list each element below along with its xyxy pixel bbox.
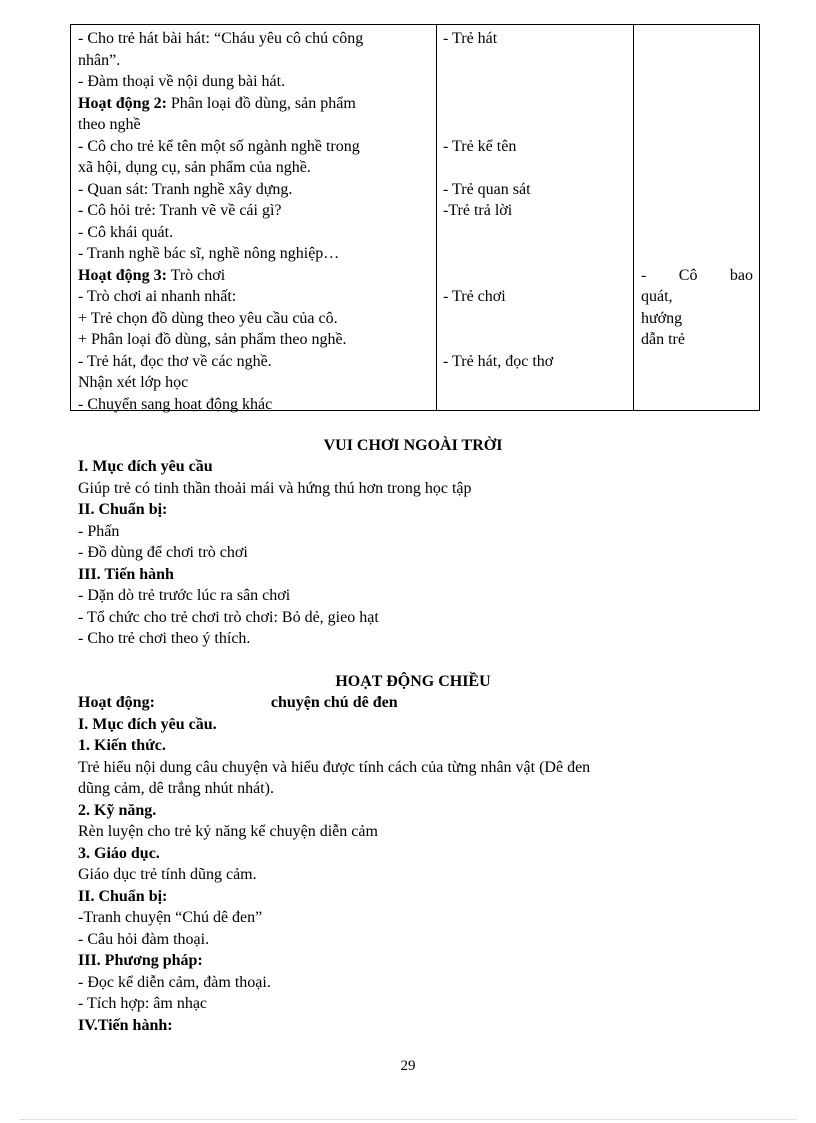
table-line bbox=[443, 372, 628, 394]
line-text: + Trẻ chọn đồ dùng theo yêu cầu của cô. bbox=[78, 309, 338, 327]
table-line bbox=[78, 28, 436, 50]
table-line bbox=[443, 222, 628, 244]
table-line bbox=[78, 200, 436, 222]
activity-label: Hoạt động: bbox=[78, 694, 155, 711]
table-divider bbox=[633, 25, 634, 410]
line-text: - Trò chơi ai nhanh nhất: bbox=[78, 288, 237, 305]
table-line bbox=[78, 50, 436, 72]
table-line bbox=[443, 265, 628, 287]
line-text: - Chuyển sang hoạt động khác bbox=[78, 395, 273, 413]
heading: III. Tiến hành bbox=[78, 565, 174, 583]
paragraph: Rèn luyện cho trẻ kỷ năng kể chuyện diễn cảm bbox=[78, 823, 378, 840]
table-line bbox=[78, 243, 436, 265]
heading: III. Phương pháp: bbox=[78, 952, 203, 969]
table-line bbox=[78, 351, 436, 373]
list-item: - Tổ chức cho trẻ chơi trò chơi: Bỏ dẻ, gieo hạt bbox=[78, 608, 379, 626]
note-column bbox=[641, 265, 753, 351]
list-item: - Tích hợp: âm nhạc bbox=[78, 995, 208, 1012]
table-line bbox=[443, 50, 628, 72]
note-line: hướng bbox=[641, 309, 683, 327]
table-line: - Trẻ hát bbox=[443, 30, 498, 47]
table-line bbox=[78, 157, 436, 179]
afternoon-section bbox=[78, 692, 748, 1036]
line-text: - Tranh nghề bác sĩ, nghề nông nghiệp… bbox=[78, 245, 340, 262]
table-line bbox=[443, 157, 628, 179]
heading: I. Mục đích yêu cầu bbox=[78, 458, 213, 475]
table-line bbox=[443, 329, 628, 351]
table-line bbox=[78, 71, 436, 93]
note-line: dẫn trẻ bbox=[641, 331, 685, 348]
line-text: + Phân loại đồ dùng, sản phẩm theo nghề. bbox=[78, 331, 347, 348]
table-line bbox=[443, 243, 628, 265]
line-text: - Cho trẻ hát bài hát: “Cháu yêu cô chú công bbox=[78, 30, 364, 47]
line-text: - Cô hỏi trẻ: Tranh vẽ về cái gì? bbox=[78, 202, 282, 219]
line-text: - Cô khái quát. bbox=[78, 223, 174, 241]
line-text: xã hội, dụng cụ, sản phẩm của nghề. bbox=[78, 159, 311, 176]
list-item: - Câu hỏi đàm thoại. bbox=[78, 930, 210, 948]
line-text: Nhận xét lớp học bbox=[78, 374, 189, 391]
table-line: - Trẻ kể tên bbox=[443, 137, 517, 155]
list-item: - Đồ dùng để chơi trò chơi bbox=[78, 544, 248, 561]
heading: IV.Tiến hành: bbox=[78, 1016, 173, 1034]
outdoor-title: VUI CHƠI NGOÀI TRỜI bbox=[323, 437, 503, 454]
note-line: - Cô bao bbox=[641, 266, 753, 284]
table-line bbox=[78, 372, 436, 394]
table-line bbox=[78, 286, 436, 308]
table-line bbox=[78, 329, 436, 351]
teacher-activity-column bbox=[78, 28, 436, 415]
table-line: - Trẻ hát, đọc thơ bbox=[443, 352, 554, 370]
table-line bbox=[78, 93, 436, 115]
line-text: Trò chơi bbox=[166, 266, 226, 284]
list-item: -Tranh chuyện “Chú dê đen” bbox=[78, 909, 263, 926]
list-item: - Phấn bbox=[78, 522, 120, 540]
line-text: - Cô cho trẻ kể tên một số ngành nghề trong bbox=[78, 137, 360, 155]
paragraph: Giúp trẻ có tinh thần thoải mái và hứng thú hơn trong học tập bbox=[78, 479, 472, 497]
activity-table bbox=[70, 24, 760, 411]
line-text: theo nghề bbox=[78, 116, 141, 133]
child-activity-column bbox=[443, 28, 628, 415]
paragraph: Trẻ hiểu nội dung câu chuyện và hiểu được tính cách của từng nhân vật (Dê đen bbox=[78, 758, 591, 776]
line-text: - Đàm thoại về nội dung bài hát. bbox=[78, 73, 286, 90]
table-line bbox=[78, 136, 436, 158]
paragraph: Giáo dục trẻ tính dũng cảm. bbox=[78, 866, 257, 883]
table-line: - Trẻ chơi bbox=[443, 288, 506, 305]
paragraph: dũng cảm, dê trắng nhút nhát). bbox=[78, 780, 274, 797]
table-line bbox=[78, 114, 436, 136]
page-bottom-border bbox=[20, 1119, 796, 1120]
heading: II. Chuẩn bị: bbox=[78, 887, 168, 905]
table-line bbox=[78, 394, 436, 416]
table-line: -Trẻ trả lời bbox=[443, 202, 513, 219]
table-line bbox=[78, 265, 436, 287]
activity-name: chuyện chú dê đen bbox=[270, 694, 398, 711]
heading: II. Chuẩn bị: bbox=[78, 501, 168, 518]
table-line bbox=[443, 71, 628, 93]
table-line bbox=[78, 308, 436, 330]
heading: 1. Kiến thức. bbox=[78, 737, 166, 754]
line-text: - Quan sát: Tranh nghề xây dựng. bbox=[78, 180, 293, 198]
heading: 3. Giáo dục. bbox=[78, 844, 160, 862]
table-line bbox=[78, 222, 436, 244]
table-line: - Trẻ quan sát bbox=[443, 180, 531, 198]
list-item: - Cho trẻ chơi theo ý thích. bbox=[78, 630, 251, 647]
table-line bbox=[443, 308, 628, 330]
line-text: Phân loại đồ dùng, sản phẩm bbox=[166, 94, 356, 112]
table-line bbox=[443, 394, 628, 416]
list-item: - Dặn dò trẻ trước lúc ra sân chơi bbox=[78, 587, 291, 604]
page-number: 29 bbox=[400, 1058, 416, 1074]
table-line bbox=[78, 179, 436, 201]
table-divider bbox=[436, 25, 437, 410]
list-item: - Đọc kể diễn cảm, đàm thoại. bbox=[78, 973, 271, 991]
activity-heading: Hoạt động 3: bbox=[78, 266, 167, 284]
activity-heading: Hoạt động 2: bbox=[78, 94, 167, 112]
afternoon-title: HOẠT ĐỘNG CHIỀU bbox=[335, 673, 491, 690]
line-text: nhân”. bbox=[78, 51, 121, 69]
line-text: - Trẻ hát, đọc thơ về các nghề. bbox=[78, 352, 272, 370]
heading: I. Mục đích yêu cầu. bbox=[78, 715, 217, 733]
note-line: quát, bbox=[641, 288, 673, 305]
table-line bbox=[443, 93, 628, 115]
heading: 2. Kỹ năng. bbox=[78, 801, 157, 819]
outdoor-section bbox=[78, 456, 748, 650]
table-line bbox=[443, 114, 628, 136]
